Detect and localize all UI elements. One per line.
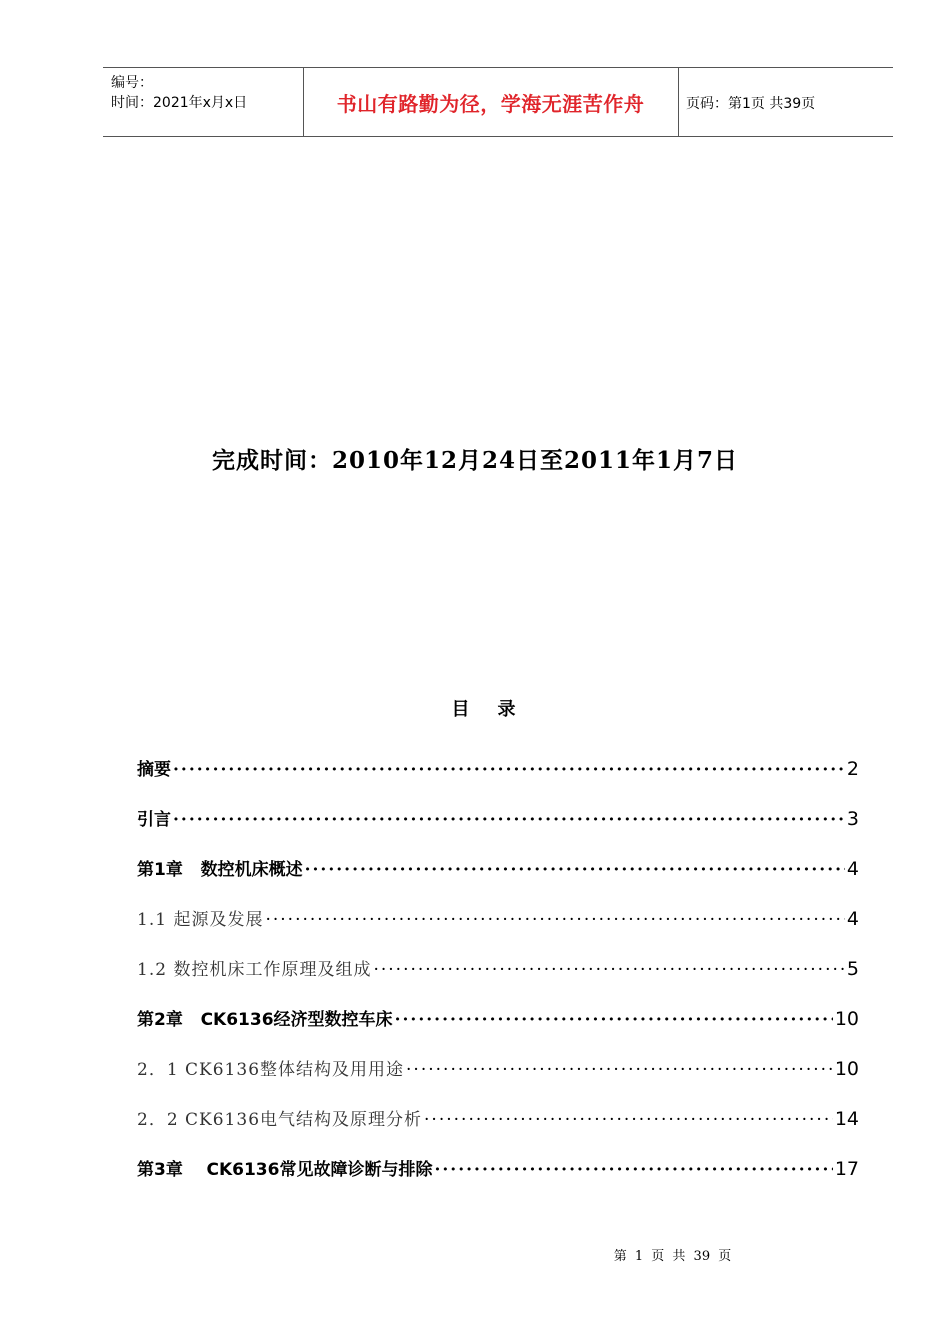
toc-entry-page: 10 [834, 1008, 859, 1030]
header-table [103, 67, 893, 137]
toc-leader [406, 1060, 833, 1080]
toc-entry[interactable] [137, 1155, 859, 1205]
toc-leader [373, 960, 844, 980]
time-label: 时间：2021年x月x日 [111, 95, 248, 111]
toc-entry-label: 摘要 [137, 760, 171, 780]
toc-leader [424, 1110, 833, 1130]
toc-entry-label: 第1章 数控机床概述 [137, 860, 303, 880]
toc-leader [173, 810, 845, 830]
toc-leader [434, 1160, 832, 1180]
toc-title: 目录 [451, 699, 544, 720]
completion-time: 完成时间：2010年12月24日至2011年1月7日 [211, 447, 739, 474]
header-motto: 书山有路勤为径，学海无涯苦作舟 [336, 92, 645, 116]
toc-leader [265, 910, 844, 930]
toc-entry-page: 3 [846, 808, 859, 830]
toc-leader [395, 1010, 833, 1030]
toc-entry-label: 1.1 起源及发展 [137, 910, 264, 930]
toc-entry[interactable] [137, 755, 859, 805]
toc-leader [173, 760, 845, 780]
toc-entry-label: 引言 [137, 810, 171, 830]
header-page-info: 页码：第1页 共39页 [686, 96, 816, 112]
page-footer: 第 1 页 共 39 页 [613, 1249, 732, 1264]
table-of-contents [137, 755, 859, 1205]
toc-entry-page: 5 [846, 958, 859, 980]
toc-entry[interactable] [137, 955, 859, 1005]
toc-entry-page: 14 [834, 1108, 859, 1130]
toc-entry-page: 4 [846, 858, 859, 880]
toc-entry[interactable] [137, 905, 859, 955]
toc-entry-page: 10 [834, 1058, 859, 1080]
toc-entry[interactable] [137, 1005, 859, 1055]
toc-entry-page: 2 [846, 758, 859, 780]
toc-entry[interactable] [137, 1105, 859, 1155]
header-meta [111, 73, 247, 113]
toc-entry[interactable] [137, 1055, 859, 1105]
toc-entry-label: 1.2 数控机床工作原理及组成 [137, 960, 372, 980]
toc-entry-page: 4 [846, 908, 859, 930]
toc-entry-label: 第2章 CK6136经济型数控车床 [137, 1010, 393, 1030]
header-divider [678, 68, 679, 136]
toc-entry-label: 2．2 CK6136电气结构及原理分析 [137, 1110, 423, 1130]
toc-entry[interactable] [137, 855, 859, 905]
toc-entry-label: 第3章 CK6136常见故障诊断与排除 [137, 1160, 433, 1180]
toc-entry-page: 17 [834, 1158, 859, 1180]
toc-entry-label: 2．1 CK6136整体结构及用用途 [137, 1060, 405, 1080]
number-label: 编号： [111, 75, 153, 91]
toc-leader [305, 860, 845, 880]
toc-entry[interactable] [137, 805, 859, 855]
